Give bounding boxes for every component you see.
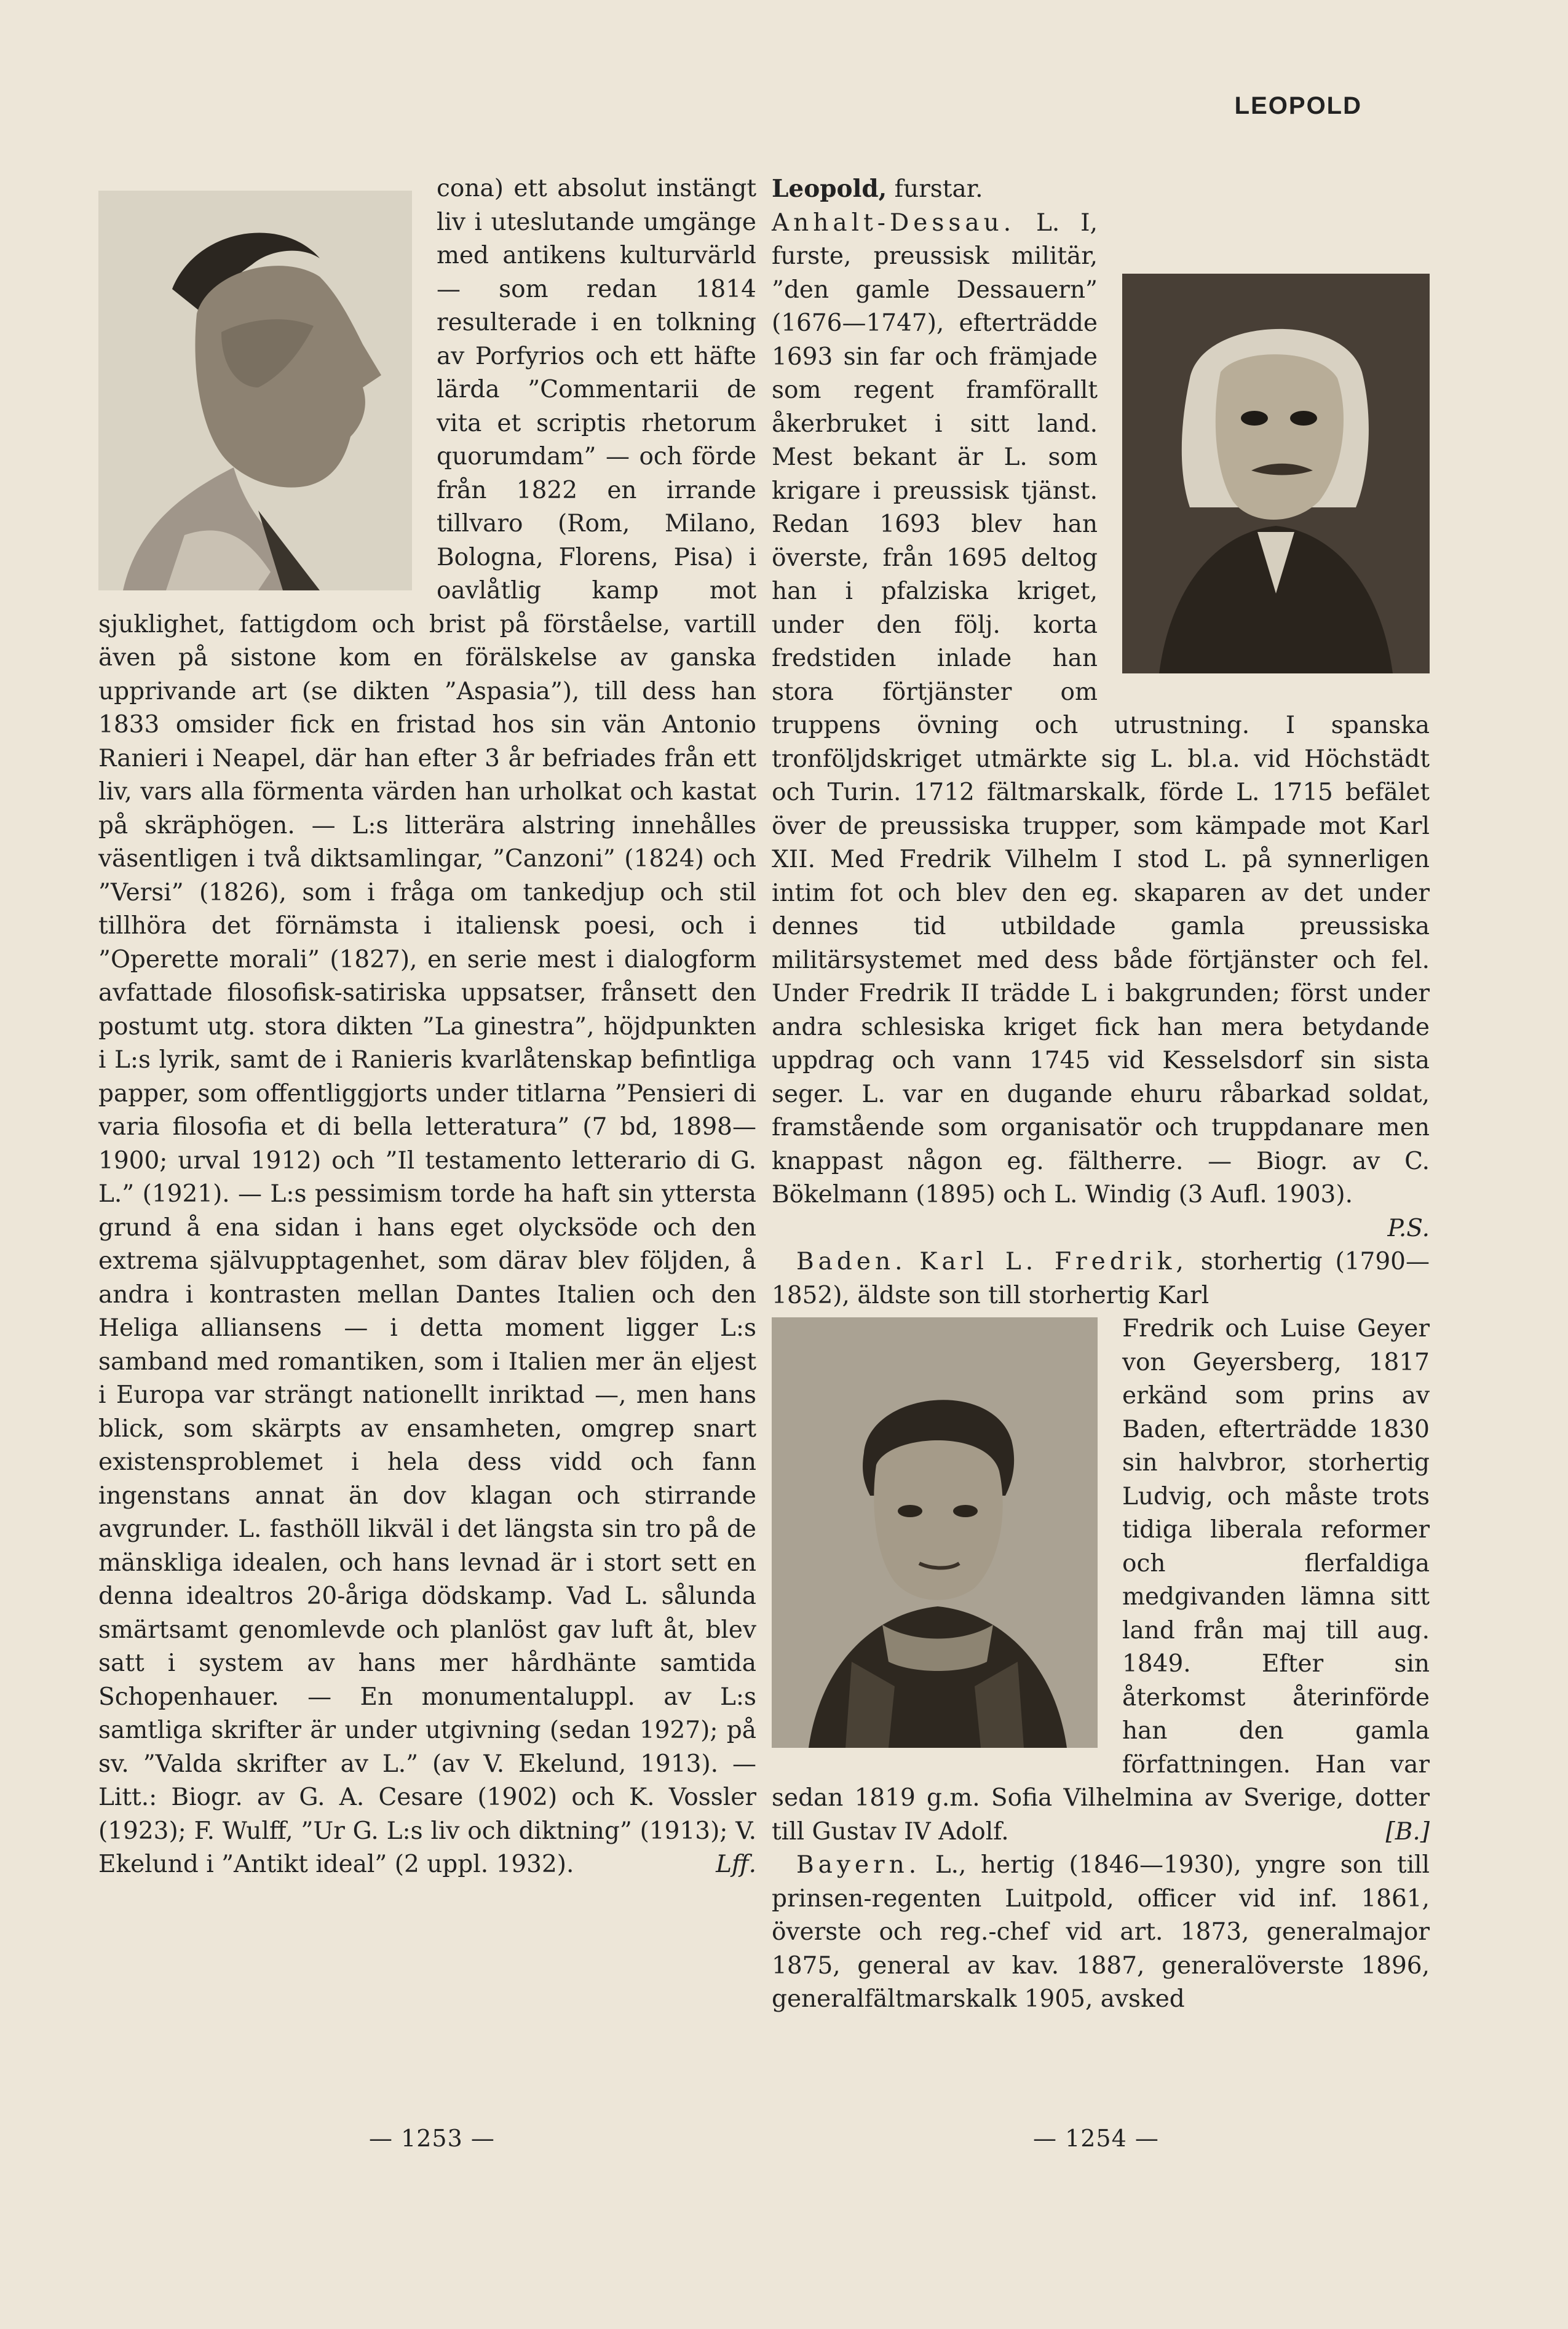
entry-title-rest: furstar.: [887, 175, 983, 203]
portrait-leopardi-image: [98, 191, 412, 590]
page-number-right: — 1254 —: [1033, 2125, 1159, 2152]
running-head: LEOPOLD: [1234, 92, 1362, 119]
page-number-left: — 1253 —: [369, 2125, 495, 2152]
portrait-dessau-image: [1122, 274, 1430, 673]
dessau-signature: P.S.: [1387, 1214, 1430, 1242]
baden-name: Karl L. Fredrik,: [919, 1248, 1188, 1276]
right-column: [772, 172, 1430, 2017]
bayern-place: Bayern.: [796, 1851, 921, 1879]
dessau-text: L. I, furste, preussisk militär, ”den gamle Dessauern” (1676—1747), efterträdde 1693 sin far och främjade som regent framförallt åkerbruket i sitt land. Mest bekant är L. som krigare i preussisk tjänst. Redan 1693 blev han överste, från 1695 deltog han i pfalziska kriget, under den följ. korta fredstiden inlade han stora förtjänster om truppens övning och utrustning. I spanska tronföljdskriget utmärkte sig L. bl.a. vid Höchstädt och Turin. 1712 fältmarskalk, förde L. 1715 befälet över de preussiska trupper, som kämpade mot Karl XII. Med Fredrik Vilhelm I stod L. på synnerligen intim fot och blev den eg. skaparen av det under dennes tid utbildade gamla preussiska militärsystemet med dess både förtjänster och fel. Under Fredrik II trädde L i bakgrunden; först under andra schlesiska kriget fick han mera betydande uppdrag och vann 1745 vid Kesselsdorf sin sista seger. L. var en dugande ehuru råbarkad soldat, framstående som organisatör och truppdanare men knappast någon eg. fältherre. — Biogr. av C. Bökelmann (1895) och L. Windig (3 Aufl. 1903).: [772, 208, 1430, 1208]
left-signature: Lff.: [716, 1851, 756, 1878]
left-article-text: cona) ett absolut instängt liv i uteslutande umgänge med antikens kulturvärld — som redan 1814 resulterade i en tolkning av Porfyrios och ett häfte lärda ”Commentarii de vita et scriptis rhetorum quorumdam” — och förde från 1822 en irrande tillvaro (Rom, Milano, Bologna, Florens, Pisa) i oavlåtlig kamp mot sjuklighet, fattigdom och brist på förståelse, vartill även på sistone kom en förälskelse av ganska upprivande art (se dikten ”Aspasia”), till dess han 1833 omsider fick en fristad hos sin vän Antonio Ranieri i Neapel, där han efter 3 år befriades från ett liv, vars alla förmenta värden han urholkat och kastat på skräphögen. — L:s litterära alstring innehålles väsentligen i två diktsamlingar, ”Canzoni” (1824) och ”Versi” (1826), som i fråga om tankedjup och stil tillhöra det förnämsta i italiensk poesi, och i ”Operette morali” (1827), en serie mest i dialogform avfattade filosofisk-satiriska uppsatser, frånsett den postumt utg. stora dikten ”La ginestra”, höjdpunkten i L:s lyrik, samt de i Ranieris kvarlåtenskap befintliga papper, som offentliggjorts under titlarna ”Pensieri di varia filosofia et di bella letteratura” (7 bd, 1898—1900; urval 1912) och ”Il testamento letterario di G. L.” (1921). — L:s pessimism torde ha haft sin yttersta grund å ena sidan i hans eget olycksöde och den extrema självupptagenhet, som därav blev följden, å andra i kontrasten mellan Dantes Italien och den Heliga alliansens — i detta moment ligger L:s samband med romantiken, som i Italien mer än eljest i Europa var strängt nationellt inriktad —, men hans blick, som skärpts av ensamheten, omgrep snart existensproblemet i hela dess vidd och fann ingenstans annat än dov klagan och stirrande avgrunder. L. fasthöll likväl i det längsta sin tro på de mänskliga idealen, och hans levnad är i stort sett en denna idealtros 20-åriga dödskamp. Vad L. sålunda smärtsamt genomlevde och planlöst gav luft åt, blev satt i system av hans mer hårdhänte samtida Schopenhauer. — En monumentaluppl. av L:s samtliga skrifter är under utgivning (sedan 1927); på sv. ”Valda skrifter av L.” (av V. Ekelund, 1913). — Litt.: Biogr. av G. A. Cesare (1902) och K. Vossler (1923); F. Wulff, ”Ur G. L:s liv och diktning” (1913); V. Ekelund i ”Antikt ideal” (2 uppl. 1932).: [98, 175, 756, 1878]
baden-place: Baden.: [796, 1248, 907, 1276]
portrait-baden-image: [772, 1317, 1098, 1748]
entry-title: Leopold,: [772, 175, 887, 203]
baden-text: Fredrik och Luise Geyer von Geyersberg, 1817 erkänd som prins av Baden, efterträdde 1830 sin halvbror, storhertig Ludvig, och måste trots tidiga liberala reformer och flerfaldiga medgivanden lämna sitt land från maj till aug. 1849. Efter sin återkomst återinförde han den gamla författningen. Han var sedan 1819 g.m. Sofia Vilhelmina av Sverige, dotter till Gustav IV Adolf.: [772, 1315, 1430, 1846]
bayern-text: L., hertig (1846—1930), yngre son till prinsen-regenten Luitpold, officer vid inf. 1861, överste och reg.-chef vid art. 1873, generalmajor 1875, general av kav. 1887, generalöverste 1896, generalfältmarskalk 1905, avsked: [772, 1851, 1430, 2013]
baden-intro: storhertig (1790—1852), äldste son till storhertig Karl: [772, 1248, 1430, 1309]
dessau-place: Anhalt-Dessau.: [772, 208, 1016, 237]
baden-signature: [B.]: [1385, 1817, 1430, 1846]
left-column: [98, 172, 756, 1882]
